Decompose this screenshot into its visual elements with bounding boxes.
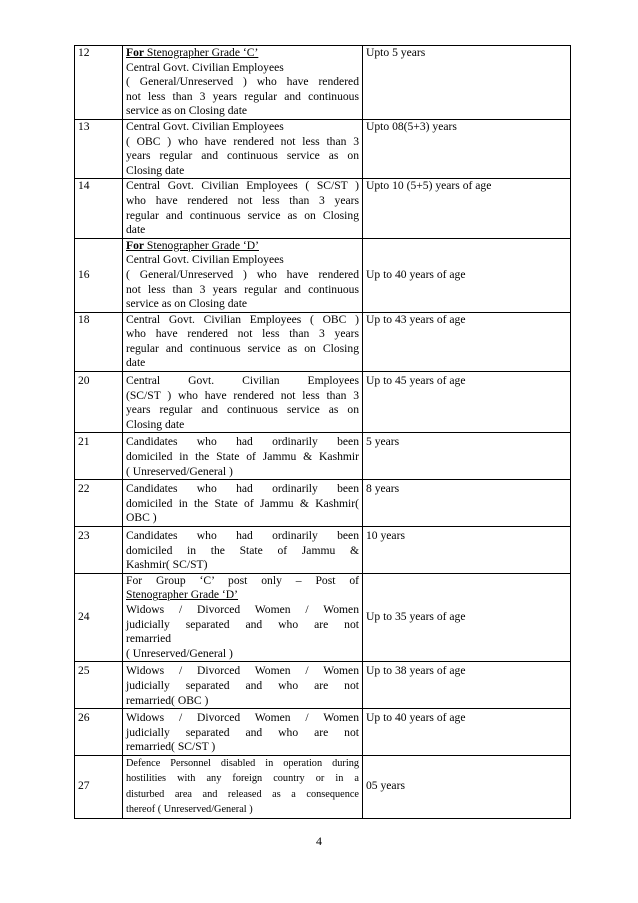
description-line: ( General/Unreserved ) who have rendered	[126, 267, 359, 281]
serial-number: 22	[75, 480, 123, 527]
description-line: domiciled in the State of Jammu &	[126, 543, 359, 557]
table-row	[75, 46, 571, 120]
age-limit: 10 years	[363, 527, 571, 574]
description-line: ( OBC ) who have rendered not less than 3	[126, 134, 359, 148]
category-description	[123, 662, 363, 709]
heading-text: Stenographer Grade ‘D’	[144, 238, 259, 252]
serial-number: 13	[75, 119, 123, 178]
age-limit: 5 years	[363, 433, 571, 480]
description-line: regular and continuous service as on Closing	[126, 341, 359, 355]
table-row	[75, 238, 571, 312]
table-row	[75, 480, 571, 527]
description-line: Candidates who had ordinarily been	[126, 482, 359, 496]
category-description	[123, 179, 363, 238]
serial-number: 23	[75, 527, 123, 574]
serial-number: 14	[75, 179, 123, 238]
description-line: OBC )	[126, 511, 157, 525]
description-line: ( Unreserved/General )	[126, 646, 233, 660]
description-line: judicially separated and who are not	[126, 678, 359, 692]
description-line: domiciled in the State of Jammu & Kashmir	[126, 450, 359, 464]
table-row	[75, 527, 571, 574]
table-row	[75, 709, 571, 756]
serial-number: 21	[75, 433, 123, 480]
description-line: judicially separated and who are not	[126, 617, 359, 631]
heading-bold: For	[126, 46, 145, 59]
description-line: Stenographer Grade ‘D’	[126, 588, 239, 602]
age-limit: Up to 43 years of age	[363, 312, 571, 371]
description-line: regular and continuous service as on Closing	[126, 208, 359, 222]
description-line: remarried( SC/ST )	[126, 740, 216, 754]
table-row	[75, 119, 571, 178]
category-description	[123, 480, 363, 527]
age-limit: Up to 45 years of age	[363, 372, 571, 433]
description-line: Central Govt. Civilian Employees	[126, 119, 284, 133]
description-line: remarried( OBC )	[126, 693, 209, 707]
page-number: 4	[316, 834, 322, 848]
description-line: Central Govt. Civilian Employees	[126, 253, 284, 267]
serial-number: 18	[75, 312, 123, 371]
description-line: years regular and continuous service as on	[126, 403, 359, 417]
description-line: judicially separated and who are not	[126, 725, 359, 739]
serial-number: 12	[75, 46, 123, 120]
description-line: thereof ( Unreserved/General )	[126, 804, 253, 816]
description-line: Candidates who had ordinarily been	[126, 529, 359, 542]
description-line: Closing date	[126, 163, 185, 177]
description-line: who have rendered not less than 3 years	[126, 327, 359, 341]
category-description	[123, 372, 363, 433]
description-line: For Group ‘C’ post only – Post of	[126, 573, 359, 587]
age-limit: 8 years	[363, 480, 571, 527]
age-limit: Up to 35 years of age	[363, 573, 571, 662]
age-limit: Upto 08(5+3) years	[363, 119, 571, 178]
age-limit: Up to 40 years of age	[363, 238, 571, 312]
serial-number: 25	[75, 662, 123, 709]
table-row	[75, 372, 571, 433]
age-limit: Up to 40 years of age	[363, 709, 571, 756]
serial-number: 16	[75, 238, 123, 312]
serial-number: 27	[75, 755, 123, 818]
description-line: Widows / Divorced Women / Women	[126, 711, 359, 725]
table-row	[75, 662, 571, 709]
table-row	[75, 312, 571, 371]
description-line: years regular and continuous service as on	[126, 149, 359, 163]
heading-text: Stenographer Grade ‘C’	[144, 46, 259, 59]
serial-number: 26	[75, 709, 123, 756]
category-description	[123, 46, 363, 120]
description-line: Closing date	[126, 417, 185, 431]
category-description	[123, 433, 363, 480]
description-line: Central Govt. Civilian Employees ( OBC )	[126, 312, 359, 326]
description-line: service as on Closing date	[126, 104, 248, 118]
description-line: domiciled in the State of Jammu & Kashmir(	[126, 496, 359, 510]
description-line: Widows / Divorced Women / Women	[126, 664, 359, 678]
category-description	[123, 238, 363, 312]
table-row	[75, 179, 571, 238]
description-line: Widows / Divorced Women / Women	[126, 602, 359, 616]
description-line: Central Govt. Civilian Employees ( SC/ST )	[126, 179, 359, 193]
category-description	[123, 312, 363, 371]
description-line: ( General/Unreserved ) who have rendered	[126, 75, 359, 89]
description-line: who have rendered not less than 3 years	[126, 193, 359, 207]
description-line: service as on Closing date	[126, 297, 248, 311]
description-line: Candidates who had ordinarily been	[126, 435, 359, 449]
table-row	[75, 755, 571, 818]
table-row	[75, 573, 571, 662]
description-line: date	[126, 223, 146, 237]
serial-number: 24	[75, 573, 123, 662]
age-limit: Up to 38 years of age	[363, 662, 571, 709]
age-limit: Upto 5 years	[363, 46, 571, 120]
description-line: Defence Personnel disabled in operation during	[126, 757, 359, 769]
description-line: Central Govt. Civilian Employees	[126, 60, 284, 74]
age-limit: Upto 10 (5+5) years of age	[363, 179, 571, 238]
description-line: remarried	[126, 632, 172, 646]
description-line: Central Govt. Civilian Employees	[126, 374, 359, 388]
description-line: hostilities with any foreign country or in a	[126, 773, 359, 785]
table-row	[75, 433, 571, 480]
description-line: not less than 3 years regular and continuous	[126, 282, 359, 296]
category-description	[123, 119, 363, 178]
category-description	[123, 573, 363, 662]
description-line: disturbed area and released as a consequence	[126, 788, 359, 800]
category-description	[123, 709, 363, 756]
category-description	[123, 527, 363, 574]
heading-bold: For	[126, 238, 145, 252]
age-relaxation-table	[74, 45, 571, 819]
description-line: date	[126, 356, 146, 370]
description-line: (SC/ST ) who have rendered not less than 3	[126, 388, 359, 402]
age-limit: 05 years	[363, 755, 571, 818]
description-line: Kashmir( SC/ST)	[126, 558, 208, 572]
serial-number: 20	[75, 372, 123, 433]
description-line: ( Unreserved/General )	[126, 464, 233, 478]
category-description	[123, 755, 363, 818]
description-line: not less than 3 years regular and continuous	[126, 89, 359, 103]
